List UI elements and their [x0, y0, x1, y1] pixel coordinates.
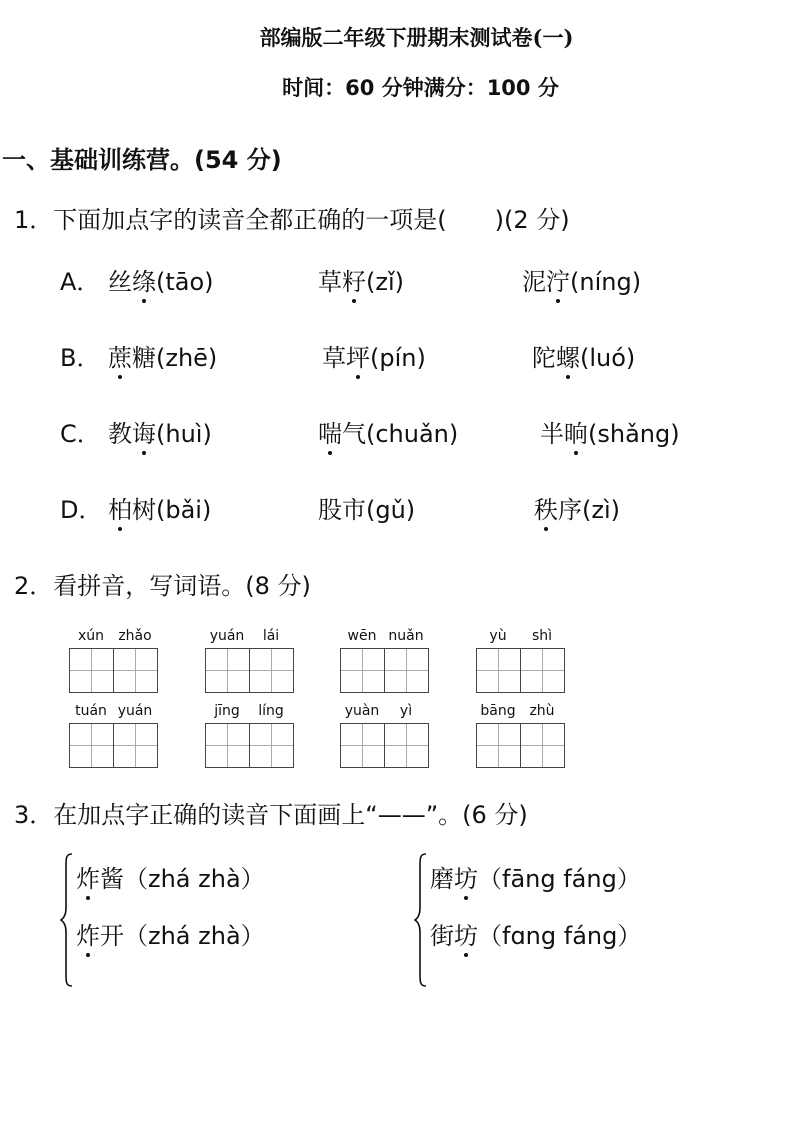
- writing-cell[interactable]: [340, 648, 385, 693]
- writing-cell[interactable]: [520, 723, 565, 768]
- pinyin-syllable: xún: [77, 628, 105, 644]
- dotted-char: 秩: [534, 490, 558, 525]
- option-text: (shǎng): [588, 420, 680, 448]
- option-word: [534, 490, 620, 525]
- option-word: [522, 262, 641, 297]
- option-text: 股: [318, 496, 342, 524]
- dotted-char: 晌: [564, 414, 588, 449]
- writing-cell[interactable]: [205, 723, 250, 768]
- option-text: 序(zì): [558, 496, 620, 524]
- option-word: [318, 262, 404, 297]
- writing-cell[interactable]: [69, 723, 114, 768]
- option-word: [322, 338, 426, 373]
- tianzige-cells: [205, 723, 293, 768]
- dotted-char: 喘: [318, 414, 342, 449]
- pinyin-syllable: bāng: [480, 703, 516, 719]
- option-word: [540, 414, 680, 449]
- option-text: (luó): [580, 344, 636, 372]
- question-2-stem: 2．看拼音，写词语。(8 分): [14, 572, 311, 600]
- dotted-char: 绦: [132, 262, 156, 297]
- dotted-char: 螺: [556, 338, 580, 373]
- pinyin-syllable: zhǎo: [118, 628, 152, 644]
- pinyin-syllable: shì: [531, 628, 553, 644]
- option-letter: D．: [60, 496, 103, 524]
- dotted-char: 柏: [108, 490, 132, 525]
- option-word: [318, 414, 458, 449]
- writing-cell[interactable]: [249, 648, 294, 693]
- option-word: [108, 414, 212, 449]
- dotted-char: 泞: [546, 262, 570, 297]
- writing-cell[interactable]: [249, 723, 294, 768]
- option-text: 糖(zhē): [132, 344, 218, 372]
- pinyin-syllable: wēn: [347, 628, 377, 644]
- option-letter: A．: [60, 268, 101, 296]
- option-text: (zǐ): [366, 268, 404, 296]
- pinyin-syllable: nuǎn: [388, 628, 424, 644]
- option-text: 陀: [532, 344, 556, 372]
- pinyin-syllable: jīng: [214, 703, 240, 719]
- question-3-stem: 3．在加点字正确的读音下面画上“——”。(6 分): [14, 801, 528, 829]
- option-word: [532, 338, 635, 373]
- writing-cell[interactable]: [340, 723, 385, 768]
- right-brace: [414, 852, 428, 988]
- q3-text: （fɑng fáng）: [478, 922, 642, 950]
- option-text: 教: [108, 420, 132, 448]
- dotted-char: 炸: [76, 916, 100, 951]
- writing-cell[interactable]: [384, 648, 429, 693]
- pinyin-syllable: yì: [399, 703, 413, 719]
- q3-left-item-1: [76, 859, 265, 894]
- pinyin-syllable: tuán: [75, 703, 107, 719]
- writing-cell[interactable]: [205, 648, 250, 693]
- option-text: (níng): [570, 268, 642, 296]
- exam-info: 时间：60 分钟满分：100 分: [282, 76, 559, 100]
- q3-right-item-1: [430, 859, 641, 894]
- option-text: 泥: [522, 268, 546, 296]
- q3-text: 街: [430, 922, 454, 950]
- option-text: 半: [540, 420, 564, 448]
- dotted-char: 坪: [346, 338, 370, 373]
- pinyin-syllable: líng: [258, 703, 284, 719]
- option-letter: B．: [60, 344, 101, 372]
- tianzige-cells: [69, 648, 157, 693]
- pinyin-syllable: yuán: [209, 628, 245, 644]
- writing-cell[interactable]: [384, 723, 429, 768]
- tianzige-cells: [476, 648, 564, 693]
- pinyin-syllable: yuàn: [344, 703, 380, 719]
- q3-text: 酱（zhá zhà）: [100, 865, 265, 893]
- option-word: [318, 490, 415, 525]
- option-word: [108, 338, 217, 373]
- q3-right-item-2: [430, 916, 641, 951]
- option-text: (pín): [370, 344, 426, 372]
- q3-text: （fāng fáng）: [478, 865, 641, 893]
- tianzige-cells: [69, 723, 157, 768]
- tianzige-cells: [205, 648, 293, 693]
- option-text: 草: [322, 344, 346, 372]
- question-1-stem: 1．下面加点字的读音全都正确的一项是( )(2 分): [14, 206, 570, 234]
- option-word: [108, 262, 214, 297]
- writing-cell[interactable]: [113, 648, 158, 693]
- left-brace: [60, 852, 74, 988]
- tianzige-cells: [340, 648, 428, 693]
- q3-text: 开（zhá zhà）: [100, 922, 265, 950]
- option-text: 市(gǔ): [342, 496, 416, 524]
- writing-cell[interactable]: [113, 723, 158, 768]
- option-text: (huì): [156, 420, 212, 448]
- option-text: 树(bǎi): [132, 496, 212, 524]
- option-text: 草: [318, 268, 342, 296]
- dotted-char: 坊: [454, 859, 478, 894]
- option-text: 丝: [108, 268, 132, 296]
- tianzige-cells: [476, 723, 564, 768]
- dotted-char: 坊: [454, 916, 478, 951]
- pinyin-syllable: yù: [489, 628, 507, 644]
- page-title: 部编版二年级下册期末测试卷(一): [259, 25, 574, 50]
- writing-cell[interactable]: [476, 723, 521, 768]
- writing-cell[interactable]: [520, 648, 565, 693]
- q3-left-item-2: [76, 916, 265, 951]
- tianzige-cells: [340, 723, 428, 768]
- writing-cell[interactable]: [476, 648, 521, 693]
- q3-text: 磨: [430, 865, 454, 893]
- option-letter: C．: [60, 420, 101, 448]
- option-text: 气(chuǎn): [342, 420, 459, 448]
- dotted-char: 炸: [76, 859, 100, 894]
- dotted-char: 蔗: [108, 338, 132, 373]
- section-heading: 一、基础训练营。(54 分): [2, 146, 282, 174]
- dotted-char: 诲: [132, 414, 156, 449]
- option-text: (tāo): [156, 268, 214, 296]
- pinyin-syllable: lái: [262, 628, 280, 644]
- option-word: [108, 490, 211, 525]
- pinyin-syllable: yuán: [117, 703, 153, 719]
- dotted-char: 籽: [342, 262, 366, 297]
- writing-cell[interactable]: [69, 648, 114, 693]
- pinyin-syllable: zhù: [529, 703, 555, 719]
